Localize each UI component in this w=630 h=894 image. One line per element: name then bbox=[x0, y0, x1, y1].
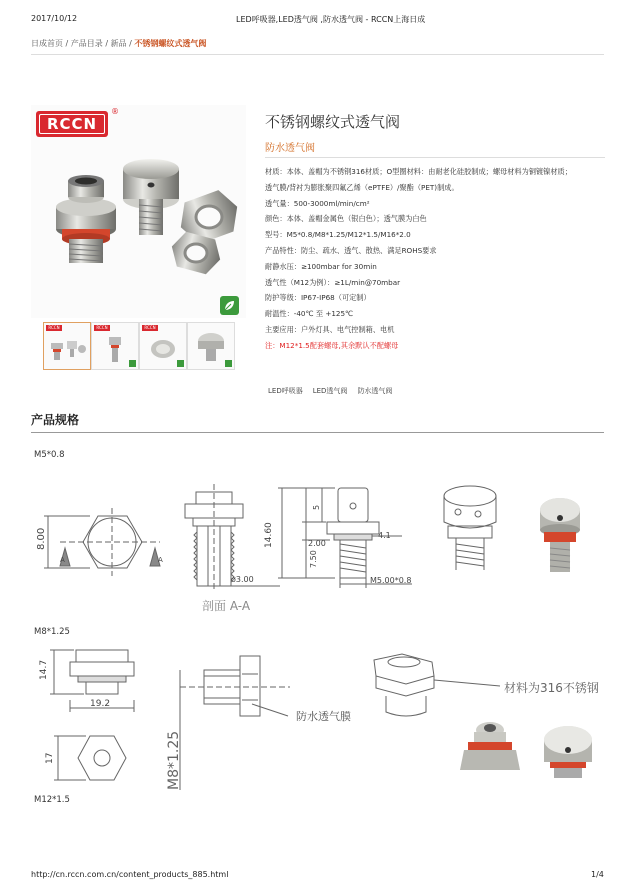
breadcrumb-separator: / bbox=[102, 39, 111, 48]
section-divider bbox=[31, 432, 604, 433]
thumb-badge-icon bbox=[129, 360, 136, 367]
spec-line: 型号：M5*0.8/M8*1.25/M12*1.5/M16*2.0 bbox=[265, 230, 411, 240]
breadcrumb-separator: / bbox=[63, 39, 71, 48]
dim-41: 4.1 bbox=[378, 531, 391, 540]
dim-dia: ø3.00 bbox=[231, 575, 254, 584]
spec-line: 透气性（M12为例）：≥1L/min@70mbar bbox=[265, 277, 401, 287]
mark-a: A bbox=[158, 556, 163, 564]
spec-line: 产品特性：防尘、疏水、透气、散热、满足ROHS要求 bbox=[265, 245, 437, 255]
leaf-badge-icon bbox=[220, 296, 239, 315]
breadcrumb-item-catalog[interactable]: 产品目录 bbox=[70, 39, 103, 48]
product-category[interactable]: 防水透气阀 bbox=[265, 143, 315, 154]
spec-note: 注：M12*1.5配套螺母,其余默认不配螺母 bbox=[265, 340, 399, 350]
mark-a: A bbox=[60, 556, 65, 564]
tag-list bbox=[268, 386, 402, 396]
dim-200: 2.00 bbox=[308, 539, 326, 548]
spec-line: 耐静水压：≥100mbar for 30min bbox=[265, 261, 377, 271]
tag-link[interactable]: 防水透气阀 bbox=[357, 387, 393, 395]
spec-line: 防护等级：IP67-IP68（可定制） bbox=[265, 293, 371, 303]
thumb-badge-icon bbox=[225, 360, 232, 367]
print-date: 2017/10/12 bbox=[31, 14, 78, 23]
breadcrumb-item-home[interactable]: 日成首页 bbox=[31, 39, 63, 48]
spec-line: 颜色：本体、盖帽金属色（银白色）；透气膜为白色 bbox=[265, 214, 427, 224]
product-photo bbox=[31, 145, 246, 295]
product-main-image[interactable] bbox=[31, 105, 246, 318]
thumbnail-4[interactable] bbox=[187, 322, 235, 370]
spec-line: 主要应用：户外灯具、电气控制箱、电机 bbox=[265, 324, 395, 334]
tag-link[interactable]: LED透气阀 bbox=[312, 387, 348, 395]
dim-thread: M5.00*0.8 bbox=[370, 576, 412, 585]
variant-label-m8: M8*1.25 bbox=[34, 627, 70, 637]
thumb-badge-icon bbox=[177, 360, 184, 367]
registered-mark: ® bbox=[111, 107, 119, 116]
dim-192: 19.2 bbox=[90, 699, 111, 709]
thumbnail-2[interactable] bbox=[91, 322, 139, 370]
dim-1460: 14.60 bbox=[264, 522, 274, 548]
spec-list bbox=[265, 164, 610, 354]
section-label: 剖面 A-A bbox=[202, 599, 251, 613]
variant-label-m5: M5*0.8 bbox=[34, 450, 65, 460]
page-number: 1/4 bbox=[591, 870, 604, 879]
thumb-logo: RCCN bbox=[46, 325, 62, 331]
dim-750: 7.50 bbox=[309, 550, 318, 568]
breadcrumb-divider bbox=[31, 54, 604, 55]
spec-line: 透气量：500-3000ml/min/cm² bbox=[265, 198, 370, 208]
dim-17: 17 bbox=[45, 752, 55, 764]
dim-8: 8.00 bbox=[36, 527, 47, 550]
page-title: LED呼吸器,LED透气阀 ,防水透气阀 - RCCN上海日成 bbox=[236, 15, 426, 24]
dim-thread-m8: M8*1.25 bbox=[166, 730, 182, 790]
variant-label-m12: M12*1.5 bbox=[34, 795, 70, 805]
spec-line: 材质：本体、盖帽为不锈钢316材质；O型圈材料：由耐老化硅胶制成；螺母材料为铜镀镍材质； bbox=[265, 167, 572, 176]
footer-url[interactable]: http://cn.rccn.com.cn/content_products_885.html bbox=[31, 870, 229, 879]
m8-technical-drawing bbox=[30, 640, 610, 790]
breadcrumb-separator: / bbox=[126, 39, 135, 48]
spec-line: 透气膜/背衬为膨胀聚四氟乙烯（ePTFE）/聚酯（PET)制成。 bbox=[265, 182, 459, 192]
breadcrumb-current: 不锈钢螺纹式透气阀 bbox=[134, 39, 207, 48]
dim-5: 5 bbox=[312, 504, 321, 510]
m5-technical-drawing bbox=[30, 470, 610, 620]
breadcrumb bbox=[31, 38, 206, 49]
breadcrumb-item-new[interactable]: 新品 bbox=[110, 39, 127, 48]
product-title: 不锈钢螺纹式透气阀 bbox=[265, 113, 401, 131]
thumbnail-1[interactable] bbox=[43, 322, 91, 370]
info-divider bbox=[265, 157, 605, 158]
section-title: 产品规格 bbox=[31, 413, 80, 427]
spec-line: 耐温性：-40℃ 至 +125℃ bbox=[265, 309, 354, 319]
material-label: 材料为316不锈钢 bbox=[504, 681, 599, 695]
membrane-label: 防水透气膜 bbox=[296, 710, 351, 723]
thumbnail-3[interactable] bbox=[139, 322, 187, 370]
thumb-logo: RCCN bbox=[94, 325, 110, 331]
dim-147: 14.7 bbox=[39, 659, 49, 680]
rccn-logo: RCCN bbox=[36, 111, 108, 137]
tag-link[interactable]: LED呼吸器 bbox=[268, 387, 303, 395]
thumb-logo: RCCN bbox=[142, 325, 158, 331]
